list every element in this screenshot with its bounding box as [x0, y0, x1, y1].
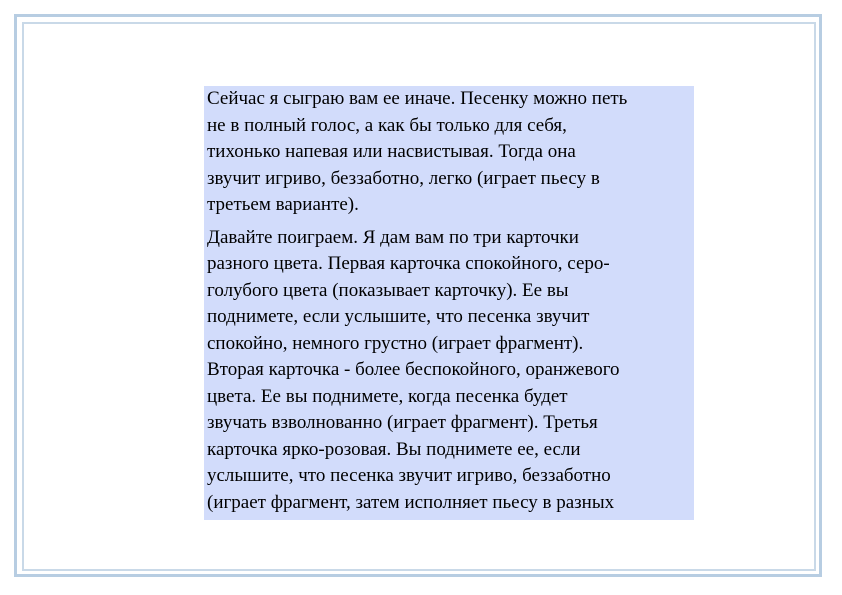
text-line: спокойно, немного грустно (играет фрагмент). [207, 332, 584, 354]
text-line: тихонько напевая или насвистывая. Тогда она [207, 141, 576, 162]
text-line: поднимете, если услышите, что песенка звучит [207, 306, 590, 327]
text-line: Вторая карточка - более беспокойного, оранжевого [207, 359, 620, 380]
text-line: голубого цвета (показывает карточку). Ее вы [207, 279, 569, 301]
text-line: звучать взволнованно (играет фрагмент). Третья [207, 412, 598, 433]
text-line: не в полный голос, а как бы только для себя, [207, 114, 567, 136]
text-box [204, 86, 694, 520]
text-line: цвета. Ее вы поднимете, когда песенка будет [207, 385, 568, 407]
text-line: третьем варианте). [207, 194, 359, 215]
text-line: Давайте поиграем. Я дам вам по три карточки [207, 226, 579, 248]
paragraph-1 [207, 86, 694, 219]
text-line: Сейчас я сыграю вам ее иначе. Песенку можно петь [207, 88, 628, 109]
paragraph-2 [207, 225, 694, 517]
text-line: услышите, что песенка звучит игриво, беззаботно [207, 465, 611, 486]
text-line: звучит игриво, беззаботно, легко (играет пьесу в [207, 167, 600, 189]
text-line: (играет фрагмент, затем исполняет пьесу в разных [207, 491, 615, 513]
text-line: разного цвета. Первая карточка спокойного, серо- [207, 253, 610, 274]
text-line: карточка ярко-розовая. Вы поднимете ее, если [207, 438, 581, 460]
